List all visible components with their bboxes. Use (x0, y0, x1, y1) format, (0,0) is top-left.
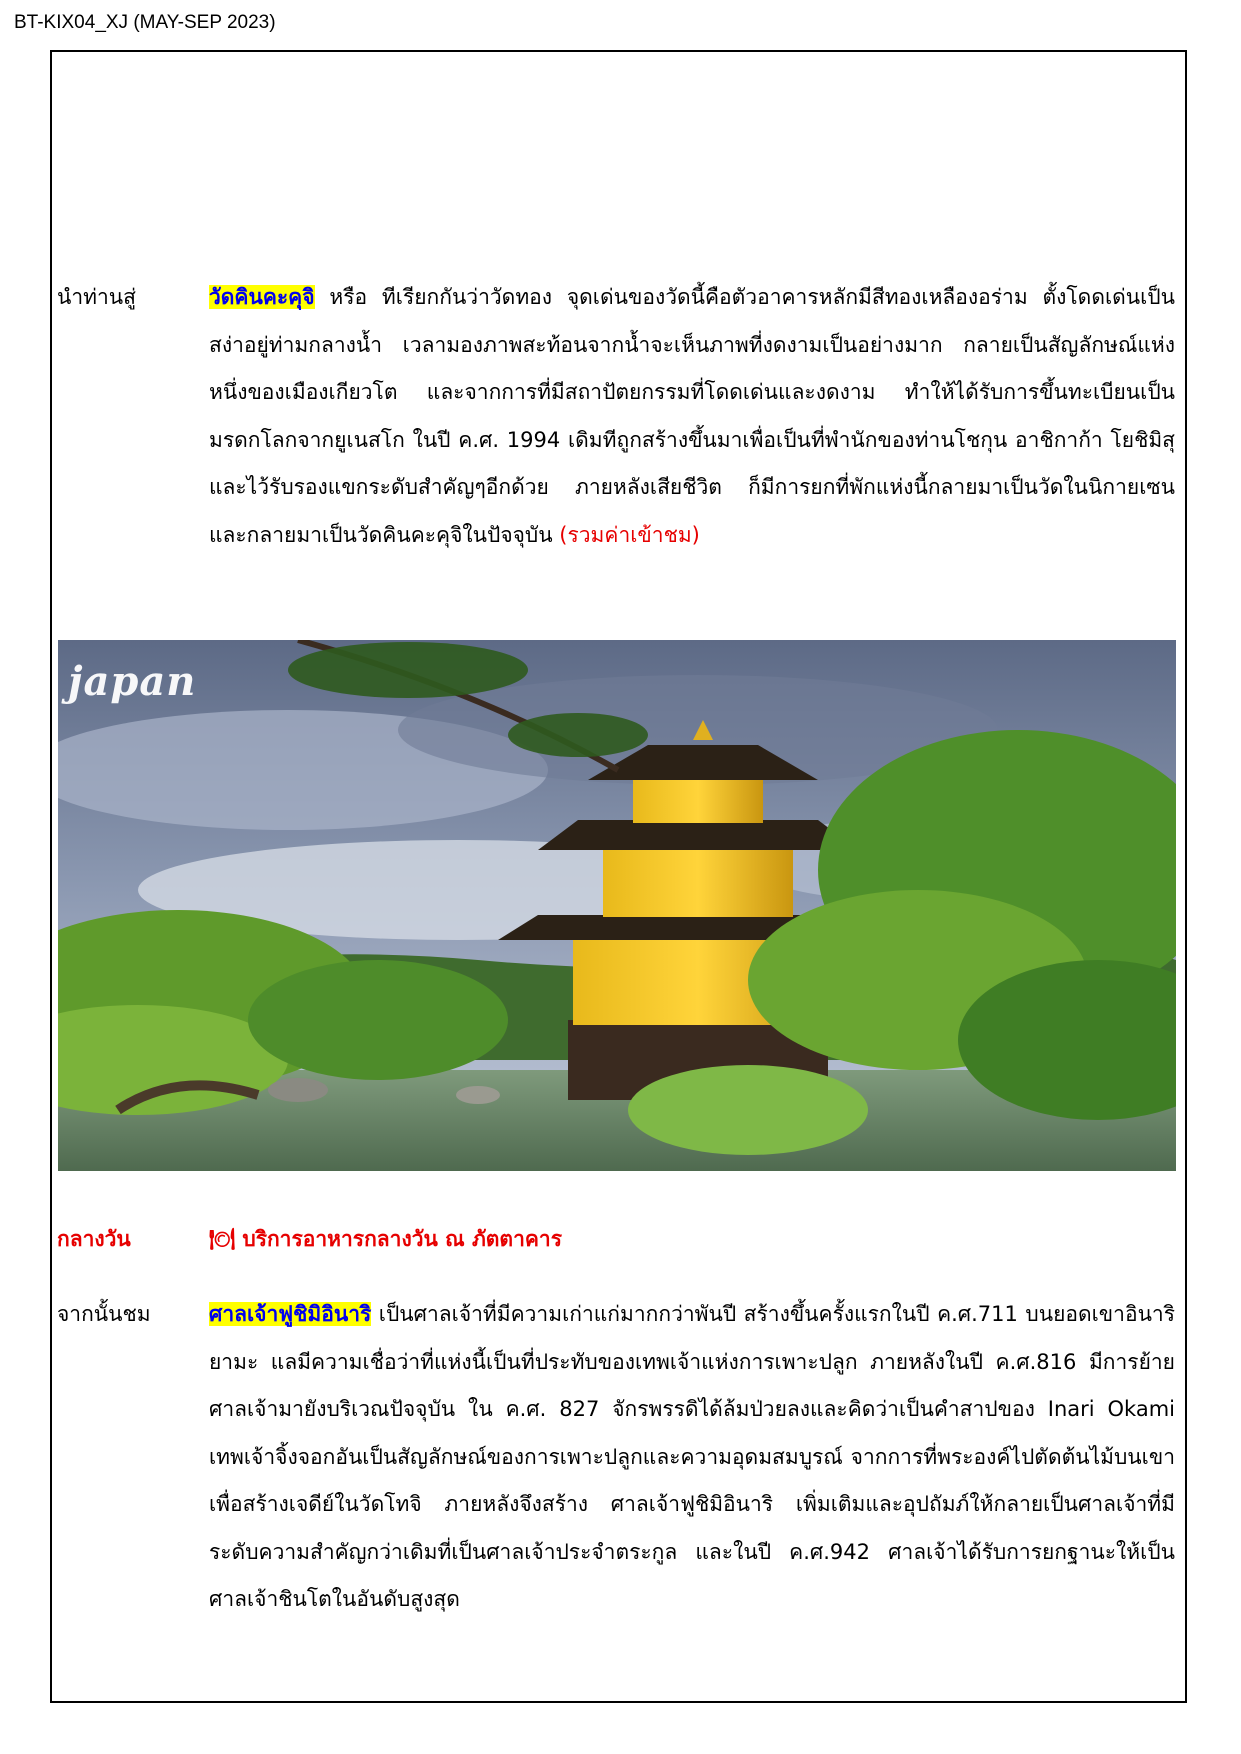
kinkakuji-label: นำท่านสู่ (57, 285, 136, 309)
fushimi-name: ศาลเจ้าฟูชิมิอินาริ (209, 1302, 372, 1326)
kinkakuji-text: หรือ ทีเรียกกันว่าวัดทอง จุดเด่นของวัดนี้คือตัวอาคารหลักมีสีทองเหลืองอร่าม ตั้งโดดเด่นเป็นสง่าอยู่ท่ามกลางน้ำ เวลามองภาพสะท้อนจากน้ำจะเห็นภาพที่งดงามเป็นอย่างมาก กลายเป็นสัญลักษณ์แห่งหนึ่งของเมืองเกียวโต และจากการที่มีสถาปัตยกรรมที่โดดเด่นและงดงาม ทำให้ได้รับการขึ้นทะเบียนเป็นมรดกโลกจากยูเนสโก ในปี ค.ศ. 1994 เดิมทีถูกสร้างขึ้นมาเพื่อเป็นที่พำนักของท่านโชกุน อาชิกาก้า โยชิมิสุ และไว้รับรองแขกระดับสำคัญๆอีกด้วย ภายหลังเสียชีวิต ก็มีการยกที่พักแห่งนี้กลายมาเป็นวัดในนิกายเซน และกลายมาเป็นวัดคินคะคุจิในปัจจุบัน (209, 285, 1175, 547)
kinkakuji-paragraph (209, 274, 1175, 559)
kinkakuji-name: วัดคินคะคุจิ (209, 285, 315, 309)
fushimi-label: จากนั้นชม (57, 1302, 151, 1326)
restaurant-icon: 🍽 (209, 1227, 236, 1251)
fushimi-paragraph (209, 1291, 1175, 1624)
fushimi-text: เป็นศาลเจ้าที่มีความเก่าแก่มากกว่าพันปี สร้างขึ้นครั้งแรกในปี ค.ศ.711 บนยอดเขาอินาริยามะ แลมีความเชื่อว่าที่แห่งนี้เป็นที่ประทับของเทพเจ้าแห่งการเพาะปลูก ภายหลังในปี ค.ศ.816 มีการย้ายศาลเจ้ามายังบริเวณปัจจุบัน ใน ค.ศ. 827 จักรพรรดิได้ล้มป่วยลงและคิดว่าเป็นคำสาปของ Inari Okami เทพเจ้าจิ้งจอกอันเป็นสัญลักษณ์ของการเพาะปลูกและความอุดมสมบูรณ์ จากการที่พระองค์ไปตัดต้นไม้บนเขาเพื่อสร้างเจดีย์ในวัดโทจิ ภายหลังจึงสร้าง ศาลเจ้าฟูชิมิอินาริ เพิ่มเติมและอุปถัมภ์ให้กลายเป็นศาลเจ้าที่มีระดับความสำคัญกว่าเดิมที่เป็นศาลเจ้าประจำตระกูล และในปี ค.ศ.942 ศาลเจ้าได้รับการยกฐานะให้เป็นศาลเจ้าชินโตในอันดับสูงสุด (209, 1302, 1175, 1611)
lunch-text: บริการอาหารกลางวัน ณ ภัตตาคาร (242, 1227, 562, 1251)
lunch-line (209, 1216, 1175, 1264)
japan-watermark-logo: japan (68, 658, 197, 705)
lunch-label: กลางวัน (57, 1227, 131, 1251)
document-code: BT-KIX04_XJ (MAY-SEP 2023) (14, 12, 276, 33)
kinkakuji-note: (รวมค่าเข้าชม) (559, 522, 700, 547)
kinkakuji-photo (58, 640, 1176, 1171)
